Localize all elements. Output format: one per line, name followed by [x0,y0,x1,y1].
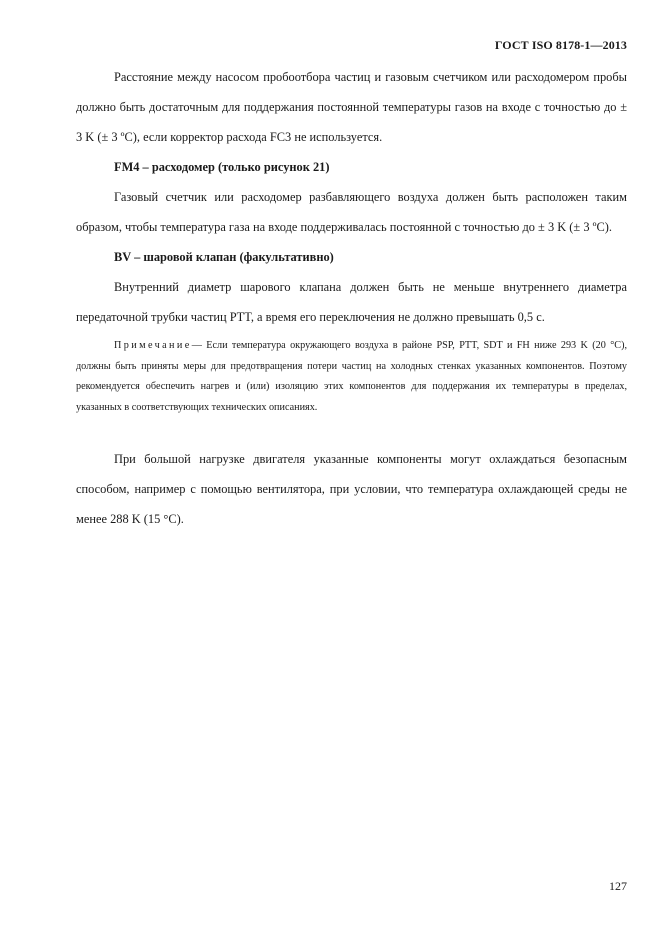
spacer [76,418,627,444]
paragraph-engine-cooling: При большой нагрузке двигателя указанные компоненты могут охлаждаться безопасным способом, например с помощью вентилятора, при условии, что температура охлаждающей среды не менее 288 K (15 °C). [76,452,627,526]
document-code: ГОСТ ISO 8178-1—2013 [494,38,627,52]
note-text: Если температура окружающего воздуха в районе PSP, PTT, SDT и FH ниже 293 K (20 °C), должны быть приняты меры для предотвращения потери частиц на холодных стенках указанных компонентов. Поэтому рекомендуется обеспечить нагрев и (или) изоляцию этих компонентов для поддержания их температуры в пределах, указанных в соответствующих технических описаниях. [76,340,628,413]
note-block [76,336,627,418]
paragraph-dilution-flowmeter: Газовый счетчик или расходомер разбавляющего воздуха должен быть расположен таким образом, чтобы температура газа на входе поддерживалась постоянной с точностью до ± 3 K (± 3 ºC). [76,190,627,234]
heading-bv: BV – шаровой клапан (факультативно) [114,250,334,264]
paragraph-ball-valve: Внутренний диаметр шарового клапана должен быть не меньше внутреннего диаметра передаточной трубки частиц PTT, а время его переключения не должно превышать 0,5 с. [76,280,627,324]
page-body [76,62,627,534]
heading-fm4: FM4 – расходомер (только рисунок 21) [114,160,330,174]
paragraph-sampling-distance: Расстояние между насосом пробоотбора частиц и газовым счетчиком или расходомером пробы должно быть достаточным для поддержания постоянной температуры газов на входе с точностью до ± 3 K (± 3 ºC), если корректор расхода FC3 не используется. [76,70,627,144]
page-number: 127 [609,879,627,893]
note-label: Примечание [114,340,192,351]
note-dash: — [191,340,202,351]
